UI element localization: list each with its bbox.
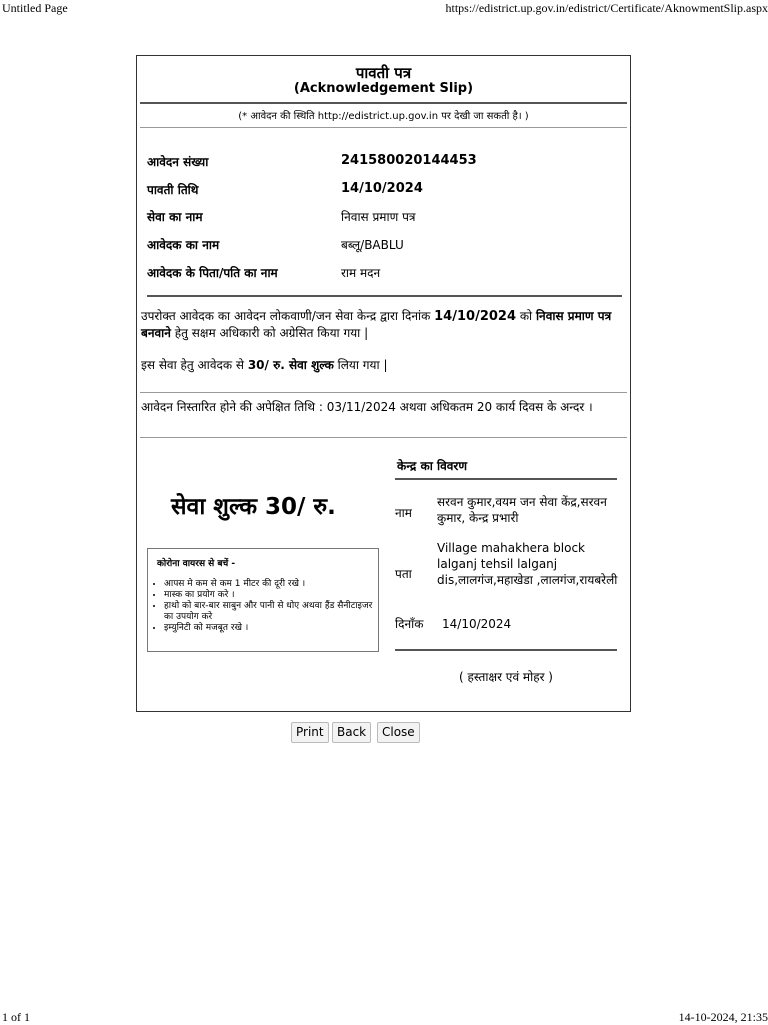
corona-advisory-list (154, 579, 379, 634)
divider (140, 437, 627, 438)
corona-advisory-box (147, 548, 379, 652)
close-button[interactable]: Close (377, 722, 420, 743)
center-details-heading: केन्द्र का विवरण (397, 459, 468, 473)
center-address-label: पता (395, 567, 412, 581)
application-number-label: आवेदन संख्या (147, 155, 209, 169)
list-item: • आपस मे कम से कम 1 मीटर की दूरी रखे । (164, 579, 379, 590)
list-item: • इम्युनिटी को मजबूत रखे । (164, 623, 379, 634)
father-name-label: आवेदक के पिता/पति का नाम (147, 266, 278, 280)
print-button[interactable]: Print (291, 722, 329, 743)
receipt-date-label: पावती तिथि (147, 183, 199, 197)
divider (395, 649, 617, 651)
max-days: 20 (476, 400, 493, 414)
forwarded-service: निवास प्रमाण पत्र बनवाने (141, 309, 612, 340)
status-note: (* आवेदन की स्थिति http://edistrict.up.gov.in पर देखी जा सकती है। ) (238, 111, 529, 122)
forwarding-statement: उपरोक्त आवेदक का आवेदन लोकवाणी/जन सेवा केन्द्र द्वारा दिनांक 14/10/2024 को निवास प्रमाण पत्र बनवाने हेतु सक्षम अधिकारी को अग्रेसित किया गया | (141, 309, 612, 340)
expected-date: 03/11/2024 (326, 400, 396, 414)
center-date-label: दिनाँक (395, 617, 424, 631)
center-address-value: Village mahakhera block lalganj tehsil lalganj dis,लालगंज,महाखेडा ,लालगंज,रायबरेली (437, 541, 618, 587)
divider (147, 295, 622, 297)
divider (140, 392, 627, 393)
page-count: 1 of 1 (2, 1010, 30, 1024)
corona-advisory-title: कोरोना वायरस से बचें - (157, 559, 236, 569)
divider (140, 102, 627, 104)
slip-title-english: (Acknowledgement Slip) (293, 81, 474, 96)
center-date-value: 14/10/2024 (442, 617, 512, 631)
divider (395, 478, 617, 480)
center-name-value: सरवन कुमार,वयम जन सेवा केंद्र,सरवन कुमार, केन्द्र प्रभारी (437, 495, 607, 525)
signature-and-seal: ( हस्ताक्षर एवं मोहर ) (459, 670, 553, 684)
list-item: • मास्क का प्रयोग करे । (164, 590, 379, 601)
center-name-label: नाम (395, 506, 412, 520)
acknowledgement-slip (136, 55, 631, 712)
application-number-value: 241580020144453 (341, 153, 477, 168)
back-button[interactable]: Back (332, 722, 371, 743)
divider (140, 127, 627, 128)
list-item: • हाथो को बार-बार साबुन और पानी से धोए अथवा हैंड सैनीटाइजर का उपयोग करे (164, 601, 379, 623)
print-datetime: 14-10-2024, 21:35 (678, 1010, 768, 1024)
fee-statement: इस सेवा हेतु आवेदक से 30/ रु. सेवा शुल्क लिया गया | (141, 358, 388, 372)
expected-date-statement: आवेदन निस्तारित होने की अपेक्षित तिथि : 03/11/2024 अथवा अधिकतम 20 कार्य दिवस के अन्दर । (141, 400, 593, 414)
fee-amount: 30/ रु. सेवा शुल्क (247, 358, 334, 372)
father-name-value: राम मदन (341, 266, 381, 280)
browser-page-title: Untitled Page (2, 1, 68, 15)
browser-url: https://edistrict.up.gov.in/edistrict/Certificate/AknowmentSlip.aspx (445, 1, 768, 15)
service-name-label: सेवा का नाम (147, 210, 203, 224)
slip-title-hindi: पावती पत्र (355, 64, 412, 82)
applicant-name-label: आवेदक का नाम (147, 238, 220, 252)
service-fee-banner: सेवा शुल्क 30/ रु. (171, 494, 336, 520)
receipt-date-value: 14/10/2024 (341, 181, 423, 196)
applicant-name-value: बब्लू/BABLU (341, 238, 404, 252)
service-name-value: निवास प्रमाण पत्र (341, 210, 416, 224)
forwarding-date: 14/10/2024 (434, 309, 516, 324)
